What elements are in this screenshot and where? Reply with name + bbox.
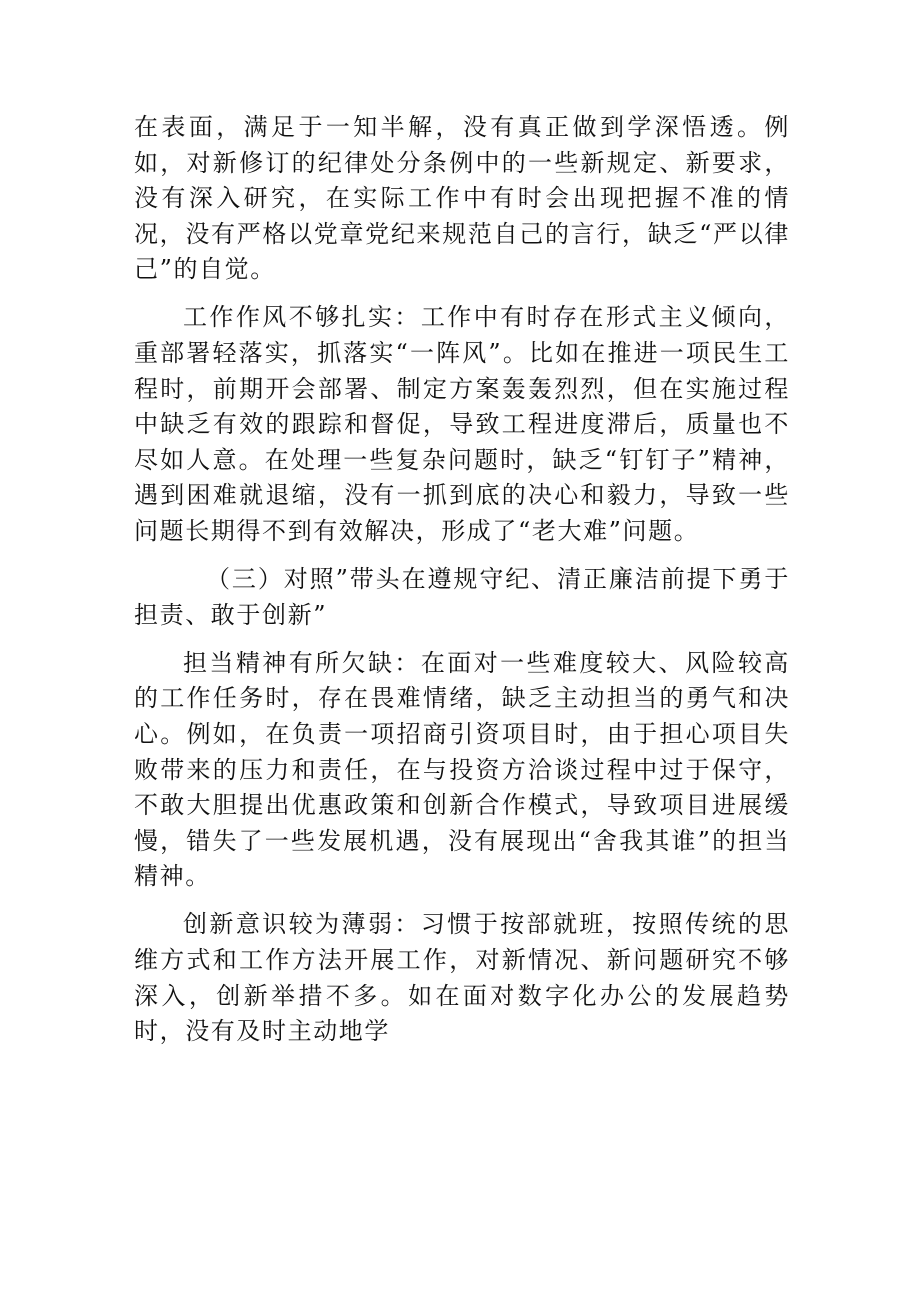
paragraph-innovation: 创新意识较为薄弱：习惯于按部就班，按照传统的思维方式和工作方法开展工作，对新情况、新问题研究不够深入，创新举措不多。如在面对数字化办公的发展趋势时，没有及时主动地学 <box>134 910 790 1046</box>
paragraph-work-style: 工作作风不够扎实：工作中有时存在形式主义倾向，重部署轻落实，抓落实“一阵风”。比如在推进一项民生工程时，前期开会部署、制定方案轰轰烈烈，但在实施过程中缺乏有效的跟踪和督促，导致工程进度滞后，质量也不尽如人意。在处理一些复杂问题时，缺乏“钉钉子”精神，遇到困难就退缩，没有一抓到底的决心和毅力，导致一些问题长期得不到有效解决，形成了“老大难”问题。 <box>134 303 790 546</box>
paragraph-continuation: 在表面，满足于一知半解，没有真正做到学深悟透。例如，对新修订的纪律处分条例中的一些新规定、新要求，没有深入研究，在实际工作中有时会出现把握不准的情况，没有严格以党章党纪来规范自己的言行，缺乏“严以律己”的自觉。 <box>134 113 790 284</box>
paragraph-responsibility: 担当精神有所欠缺：在面对一些难度较大、风险较高的工作任务时，存在畏难情绪，缺乏主动担当的勇气和决心。例如，在负责一项招商引资项目时，由于担心项目失败带来的压力和责任，在与投资方洽谈过程中过于保守，不敢大胆提出优惠政策和创新合作模式，导致项目进展缓慢，错失了一些发展机遇，没有展现出“舍我其谁”的担当精神。 <box>134 648 790 891</box>
section-heading-three: （三）对照”带头在遵规守纪、清正廉洁前提下勇于担责、敢于创新” <box>134 565 790 629</box>
document-body <box>134 110 790 1062</box>
